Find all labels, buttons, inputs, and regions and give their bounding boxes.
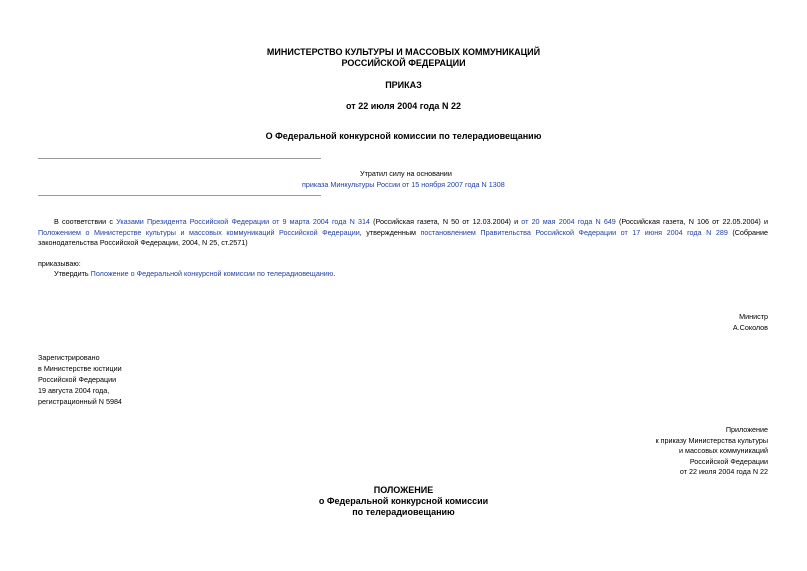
signatory-title: Министр [739,312,768,321]
regulation-title: ПОЛОЖЕНИЕ [373,485,434,495]
approve-paragraph [54,269,335,279]
document-type: ПРИКАЗ [385,80,422,90]
separator-bottom [38,195,321,196]
appendix-line: от 22 июля 2004 года N 22 [679,467,768,476]
preamble-text: (Российская газета, N 106 от 22.05.2004) и [615,217,768,226]
preamble-text: В соответствии с [54,217,117,226]
preamble-paragraph [38,217,768,249]
appendix-line: к приказу Министерства культуры [655,435,768,445]
commission-regulation-link[interactable]: Положение о Федеральной конкурсной комиссии по телерадиовещанию [90,269,334,278]
ministry-name-line2: РОССИЙСКОЙ ФЕДЕРАЦИИ [341,58,466,68]
document-subject: О Федеральной конкурсной комиссии по телерадиовещанию [265,131,542,141]
government-resolution-link[interactable]: постановлением Правительства Российской Федерации от 17 июня 2004 года N 289 [420,227,728,237]
registration-block [38,352,122,407]
approve-text: . [333,269,336,278]
document-date: от 22 июля 2004 года N 22 [346,101,461,111]
registration-line: в Министерстве юстиции [38,364,122,373]
repeal-order-link[interactable]: приказа Минкультуры России от 15 ноября 2007 года N 1308 [302,180,505,189]
appendix-block [560,425,768,478]
appendix-line: Приложение [725,425,768,434]
registration-line: регистрационный N 5984 [38,397,122,406]
registration-line: 19 августа 2004 года, [38,386,110,395]
presidential-decrees-link[interactable]: Указами Президента Российской Федерации от 9 марта 2004 года N 314 [116,217,370,226]
preamble-text: , утвержденным [359,227,421,237]
appendix-line: Российской Федерации [689,456,768,466]
decree-649-link[interactable]: от 20 мая 2004 года N 649 [521,217,616,226]
preamble-text: (Российская газета, N 50 от 12.03.2004) и [369,217,522,226]
approve-text: Утвердить [54,269,91,278]
regulation-subtitle-line2: по телерадиовещанию [352,507,455,517]
regulation-subtitle-line1: о Федеральной конкурсной комиссии [318,496,489,506]
ministry-name-line1: МИНИСТЕРСТВО КУЛЬТУРЫ И МАССОВЫХ КОММУНИКАЦИЙ [266,47,541,57]
order-word: приказываю: [38,259,81,268]
preamble-text: (Собрание законодательства Российской Федерации, 2004, N 25, ст.2571) [38,227,769,247]
separator-top [38,158,321,159]
appendix-line: и массовых коммуникаций [678,446,768,455]
signatory-name: А.Соколов [732,323,768,332]
repeal-notice: Утратил силу на основании [360,169,452,178]
ministry-regulation-link[interactable]: Положением о Министерстве культуры и массовых коммуникаций Российской Федерации [38,227,360,237]
registration-line: Зарегистрировано [38,353,100,362]
registration-line: Российской Федерации [38,375,117,384]
